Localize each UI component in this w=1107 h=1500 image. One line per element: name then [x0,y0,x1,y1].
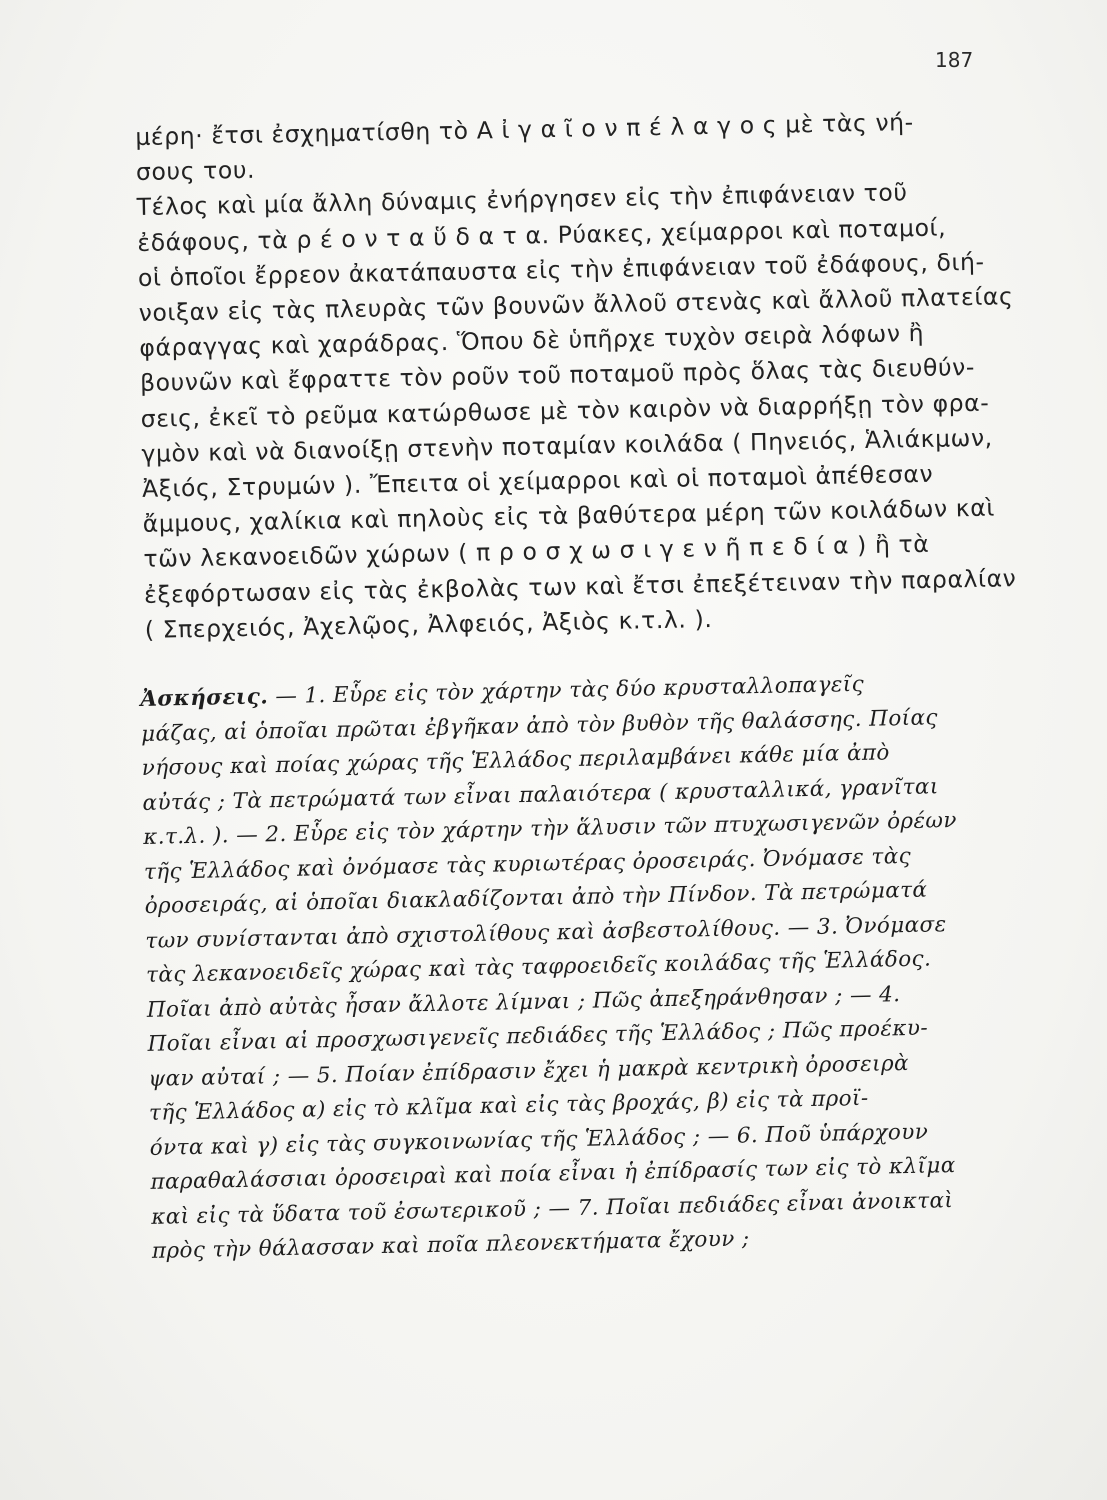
exercises-section [140,665,1022,1270]
exercise-line: νήσους καὶ ποίας χώρας τῆς Ἑλλάδος περιλαμβάνει κάθε μία ἀπὸ [141,740,891,781]
page-number: 187 [935,48,974,72]
exercises-heading: Ἀσκήσεις. [140,684,269,712]
text-line: Ἀξιός, Στρυμών ). Ἔπειτα οἱ χείμαρροι καὶ οἱ ποταμοὶ ἀπέθεσαν [141,459,934,503]
exercise-line: τὰς λεκανοειδεῖς χώρας καὶ τὰς ταφροειδεῖς κοιλάδας τῆς Ἑλλάδος. [145,946,932,988]
text-line: νοιξαν εἰς τὰς πλευρὰς τῶν βουνῶν ἄλλοῦ στενὰς καὶ ἄλλοῦ πλατείας [138,282,1014,327]
text-line: ἐξεφόρτωσαν εἰς τὰς ἐκβολὰς των καὶ ἔτσι ἐπεξέτειναν τὴν παραλίαν [143,563,1017,609]
exercise-line: καὶ εἰς τὰ ὕδατα τοῦ ἐσωτερικοῦ ; — 7. Ποῖαι πεδιάδες εἶναι ἀνοικταὶ [150,1187,954,1230]
text-line: σους του. [135,155,256,187]
exercise-line: όντα καὶ γ) εἰς τὰς συγκοινωνίας τῆς Ἑλλάδος ; — 6. Ποῦ ὑπάρχουν [149,1119,929,1161]
text-line: σεις, ἐκεῖ τὸ ρεῦμα κατώρθωσε μὲ τὸν καιρὸν νὰ διαρρήξῃ τὸν φρα- [140,388,990,433]
exercise-line: αὐτάς ; Τὰ πετρώματά των εἶναι παλαιότερα ( κρυσταλλικά, γρανῖται [142,773,939,816]
exercise-line: Ποῖαι εἶναι αἱ προσχωσιγενεῖς πεδιάδες τῆς Ἑλλάδος ; Πῶς προέκυ- [147,1015,929,1057]
main-paragraph [135,104,1017,648]
text-line: ἐδάφους, τὰ ρ έ ο ν τ α ὕ δ α τ α. Ρύακες, χείμαρροι καὶ ποταμοί, [137,213,947,257]
exercise-line: παραθαλάσσιαι ὀροσειραὶ καὶ ποία εἶναι ἡ ἐπίδρασίς των εἰς τὸ κλῖμα [150,1153,956,1195]
text-line: βουνῶν καὶ ἔφραττε τὸν ροῦν τοῦ ποταμοῦ πρὸς ὅλας τὰς διευθύν- [139,353,976,398]
exercise-line: κ.τ.λ. ). — 2. Εὗρε εἰς τὸν χάρτην τὴν ἅλυσιν τῶν πτυχωσιγενῶν ὀρέων [142,807,958,850]
text-line: φάραγγας καὶ χαράδρας. Ὅπου δὲ ὑπῆρχε τυχὸν σειρὰ λόφων ἢ [139,319,925,363]
exercise-line: ὀροσειράς, αἱ ὁποῖαι διακλαδίζονται ἀπὸ τὴν Πίνδον. Τὰ πετρώματά [144,877,928,919]
text-line: μέρη· ἔτσι ἐσχηματίσθη τὸ Α ἰ γ α ῖ ο ν π έ λ α γ ο ς μὲ τὰς νή- [135,108,914,151]
text-line: ἄμμους, χαλίκια καὶ πηλοὺς εἰς τὰ βαθύτερα μέρη τῶν κοιλάδων καὶ [142,493,996,539]
text-line: γμὸν καὶ νὰ διανοίξῃ στενὴν ποταμίαν κοιλάδα ( Πηνειός, Ἁλιάκμων, [141,423,993,468]
text-line: τῶν λεκανοειδῶν χώρων ( π ρ ο σ χ ω σ ι γ ε ν ῆ π ε δ ί α ) ἢ τὰ [143,530,930,574]
text-line: Τέλος καὶ μία ἄλλη δύναμις ἐνήργησεν εἰς τὴν ἐπιφάνειαν τοῦ [136,178,908,222]
exercise-line: τῆς Ἑλλάδος α) εἰς τὸ κλῖμα καὶ εἰς τὰς βροχάς, β) εἰς τὰ προϊ- [148,1085,869,1126]
exercise-line: Ποῖαι ἀπὸ αὐτὰς ἦσαν ἄλλοτε λίμναι ; Πῶς ἀπεξηράνθησαν ; — 4. [146,981,901,1023]
exercise-line: πρὸς τὴν θάλασσαν καὶ ποῖα πλεονεκτήματα ἔχουν ; [151,1226,750,1264]
exercise-line: μάζας, αἱ ὁποῖαι πρῶται ἐβγῆκαν ἀπὸ τὸν βυθὸν τῆς θαλάσσης. Ποίας [140,704,939,747]
text-line: οἱ ὁποῖοι ἔρρεον ἀκατάπαυστα εἰς τὴν ἐπιφάνειαν τοῦ ἐδάφους, διή- [137,247,985,292]
exercise-line: ψαν αὐταί ; — 5. Ποίαν ἐπίδρασιν ἔχει ἡ μακρὰ κεντρικὴ ὀροσειρὰ [148,1050,910,1092]
exercise-line: τῆς Ἑλλάδος καὶ ὀνόμασε τὰς κυριωτέρας ὀροσειράς. Ὀνόμασε τὰς [143,843,912,885]
exercise-line: των συνίστανται ἀπὸ σχιστολίθους καὶ ἀσβεστολίθους. — 3. Ὀνόμασε [145,911,947,954]
exercise-text: — 1. Εὗρε εἰς τὸν χάρτην τὰς δύο κρυσταλλοπαγεῖς [267,671,865,710]
text-line: ( Σπερχειός, Ἀχελῷος, Ἀλφειός, Ἀξιὸς κ.τ.λ. ). [144,604,713,644]
